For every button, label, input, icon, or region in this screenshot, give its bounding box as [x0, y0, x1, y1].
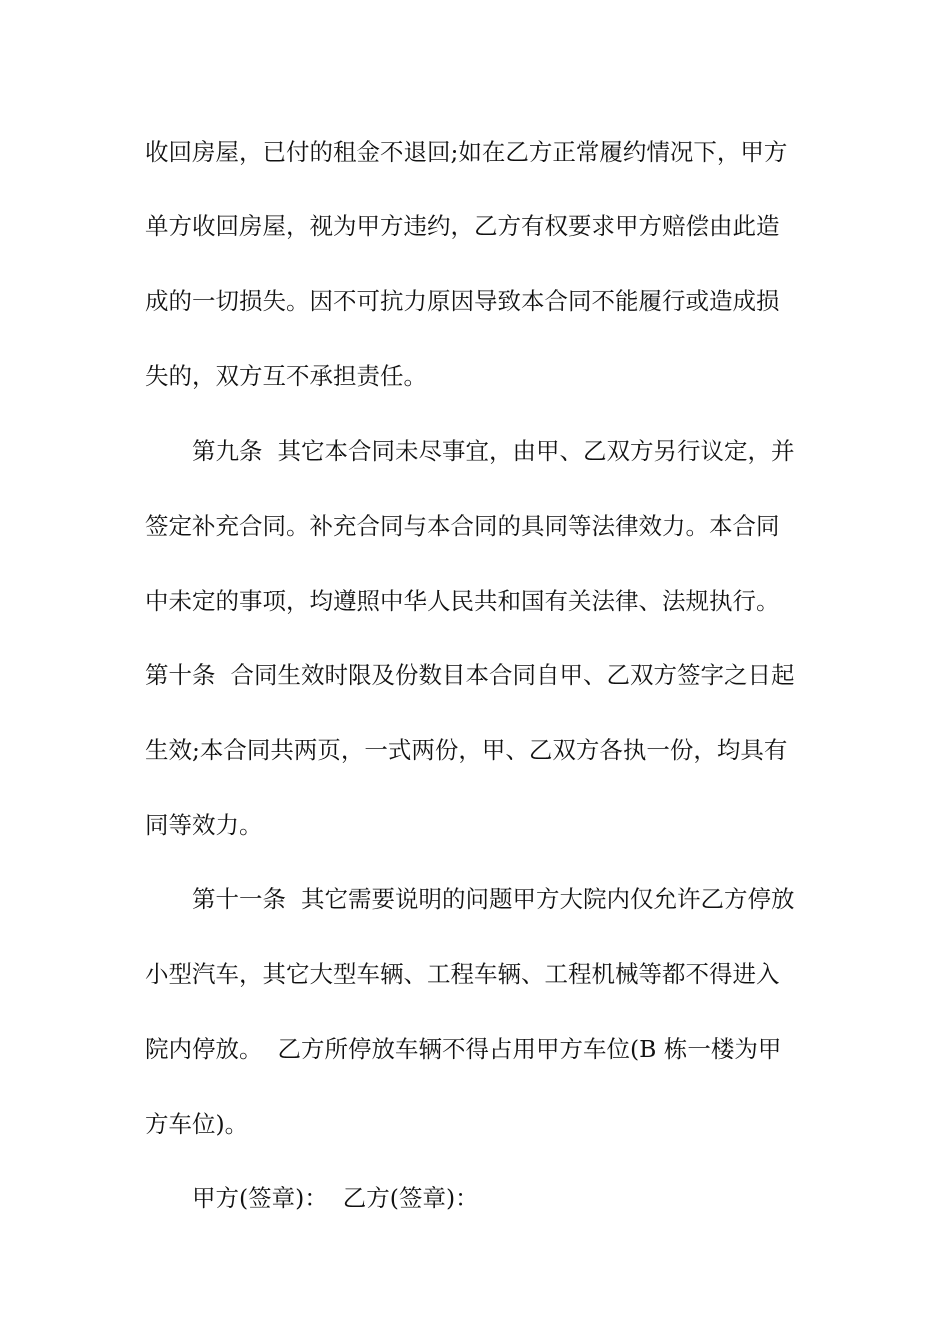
text-line: 小型汽车，其它大型车辆、工程车辆、工程机械等都不得进入 [145, 960, 780, 988]
text-line: 收回房屋，已付的租金不退回;如在乙方正常履约情况下，甲方 [145, 138, 788, 166]
signature-line: 甲方(签章)： 乙方(签章)： [192, 1184, 479, 1212]
text-line: 方车位)。 [145, 1110, 249, 1138]
text-line: 成的一切损失。因不可抗力原因导致本合同不能履行或造成损 [145, 287, 780, 315]
article-11-heading-line: 第十一条 其它需要说明的问题甲方大院内仅允许乙方停放 [192, 885, 795, 913]
text-line: 中未定的事项，均遵照中华人民共和国有关法律、法规执行。 [145, 587, 780, 615]
text-line: 生效;本合同共两页，一式两份，甲、乙双方各执一份，均具有 [145, 736, 788, 764]
text-line: 院内停放。 乙方所停放车辆不得占用甲方车位(B 栋一楼为甲 [145, 1035, 782, 1063]
text-line: 单方收回房屋，视为甲方违约，乙方有权要求甲方赔偿由此造 [145, 212, 780, 240]
article-10-heading-line: 第十条 合同生效时限及份数目本合同自甲、乙双方签字之日起 [145, 661, 795, 689]
text-line: 失的，双方互不承担责任。 [145, 362, 427, 390]
text-line: 同等效力。 [145, 811, 263, 839]
text-line: 签定补充合同。补充合同与本合同的具同等法律效力。本合同 [145, 512, 780, 540]
article-9-heading-line: 第九条 其它本合同未尽事宜，由甲、乙双方另行议定，并 [192, 437, 795, 465]
